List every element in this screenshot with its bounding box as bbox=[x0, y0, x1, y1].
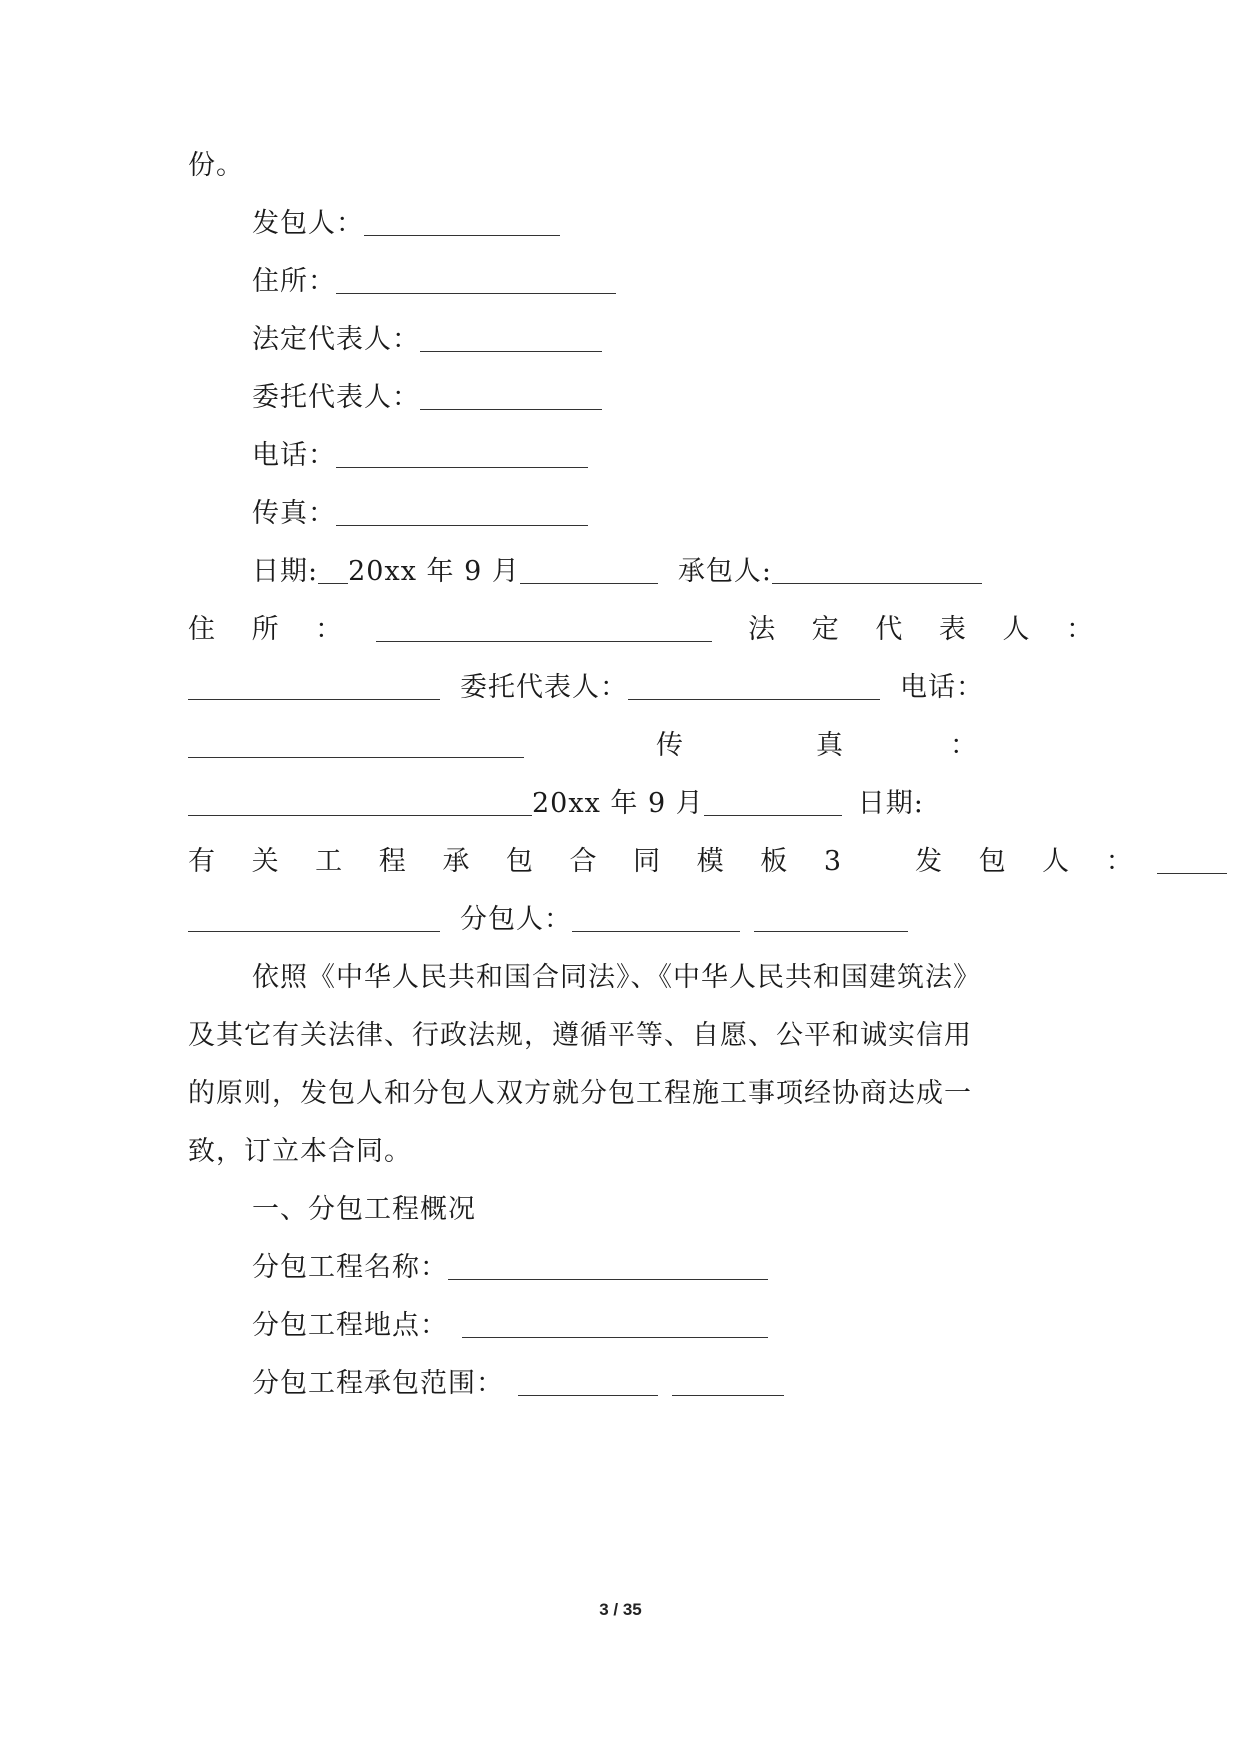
section-heading-1 bbox=[252, 1190, 1058, 1230]
paragraph-line-4 bbox=[188, 1132, 1058, 1172]
field-legal-rep bbox=[252, 320, 1058, 360]
section-title: 有 关 工 程 承 包 合 同 模 板 3 bbox=[188, 846, 856, 877]
paragraph-text: 及其它有关法律、行政法规，遵循平等、自愿、公平和诚实信用 bbox=[188, 1020, 972, 1051]
blank-line[interactable] bbox=[318, 557, 348, 584]
field-label: 委托代表人： bbox=[460, 672, 628, 703]
field-fax bbox=[252, 494, 1058, 534]
blank-line[interactable] bbox=[672, 1369, 784, 1396]
blank-line[interactable] bbox=[754, 905, 908, 932]
blank-line[interactable] bbox=[1157, 847, 1227, 874]
field-label: 电话： bbox=[252, 440, 336, 471]
blank-line[interactable] bbox=[628, 673, 880, 700]
field-label: 电话： bbox=[900, 672, 984, 703]
field-label: 委托代表人： bbox=[252, 382, 420, 413]
field-label: 分包工程地点： bbox=[252, 1310, 448, 1341]
date-text: 20xx 年 9 月 bbox=[348, 556, 520, 587]
field-phone bbox=[252, 436, 1058, 476]
field-label: 法定代表人： bbox=[252, 324, 420, 355]
field-date-and-contractee bbox=[252, 552, 1058, 592]
continuation-text: 份。 bbox=[188, 150, 244, 181]
field-label: 承包人: bbox=[677, 556, 772, 587]
blank-line[interactable] bbox=[420, 383, 602, 410]
blank-line[interactable] bbox=[188, 731, 524, 758]
field-authorized-rep bbox=[252, 378, 1058, 418]
blank-line[interactable] bbox=[188, 789, 532, 816]
field-authorized-rep-phone bbox=[188, 668, 1058, 708]
date-text: 20xx 年 9 月 bbox=[532, 788, 704, 819]
blank-line[interactable] bbox=[462, 1311, 768, 1338]
field-date-2 bbox=[188, 784, 1058, 824]
paragraph-text: 的原则，发包人和分包人双方就分包工程施工事项经协商达成一 bbox=[188, 1078, 972, 1109]
field-label: 住 所 ： bbox=[188, 614, 357, 645]
field-label: 发包人： bbox=[252, 208, 364, 239]
blank-line[interactable] bbox=[704, 789, 842, 816]
paragraph-line-1 bbox=[252, 958, 1058, 998]
blank-line[interactable] bbox=[448, 1253, 768, 1280]
blank-line[interactable] bbox=[518, 1369, 658, 1396]
blank-line[interactable] bbox=[572, 905, 740, 932]
field-address bbox=[252, 262, 1058, 302]
field-subcontractor bbox=[188, 900, 1058, 940]
blank-line[interactable] bbox=[520, 557, 658, 584]
field-project-name bbox=[252, 1248, 1058, 1288]
field-label: 传真： bbox=[252, 498, 336, 529]
field-address-legal-rep bbox=[188, 610, 1108, 650]
field-project-scope bbox=[252, 1364, 1058, 1404]
field-label: 日期: bbox=[857, 788, 924, 819]
section-heading: 一、分包工程概况 bbox=[252, 1194, 476, 1225]
field-label: 分包工程名称： bbox=[252, 1252, 448, 1283]
blank-line[interactable] bbox=[188, 673, 440, 700]
paragraph-text: 致，订立本合同。 bbox=[188, 1136, 412, 1167]
blank-line[interactable] bbox=[188, 905, 440, 932]
blank-line[interactable] bbox=[376, 615, 712, 642]
field-fax-2 bbox=[188, 726, 1058, 766]
paragraph-text: 依照《中华人民共和国合同法》、《中华人民共和国建筑法》 bbox=[252, 962, 981, 993]
field-label: 分包人： bbox=[460, 904, 572, 935]
blank-line[interactable] bbox=[772, 557, 982, 584]
field-label-char: 真 bbox=[816, 730, 844, 761]
paragraph-line-2 bbox=[188, 1016, 1058, 1056]
field-contractor bbox=[252, 204, 1058, 244]
page-number: 3 / 35 bbox=[599, 1600, 642, 1619]
field-label: 分包工程承包范围： bbox=[252, 1368, 504, 1399]
field-label: 住所： bbox=[252, 266, 336, 297]
field-label-char: ： bbox=[950, 730, 978, 761]
blank-line[interactable] bbox=[336, 499, 588, 526]
field-label: 日期: bbox=[252, 556, 319, 587]
field-project-location bbox=[252, 1306, 1058, 1346]
blank-line[interactable] bbox=[420, 325, 602, 352]
blank-line[interactable] bbox=[364, 209, 560, 236]
blank-line[interactable] bbox=[336, 441, 588, 468]
field-label: 发 包 人 ： bbox=[915, 846, 1147, 877]
field-label-char: 传 bbox=[656, 730, 684, 761]
field-label: 法 定 代 表 人 ： bbox=[748, 614, 1108, 645]
blank-line[interactable] bbox=[336, 267, 616, 294]
section-title-template-3 bbox=[188, 842, 1147, 882]
paragraph-line-3 bbox=[188, 1074, 1058, 1114]
text-line-1 bbox=[188, 146, 1058, 186]
